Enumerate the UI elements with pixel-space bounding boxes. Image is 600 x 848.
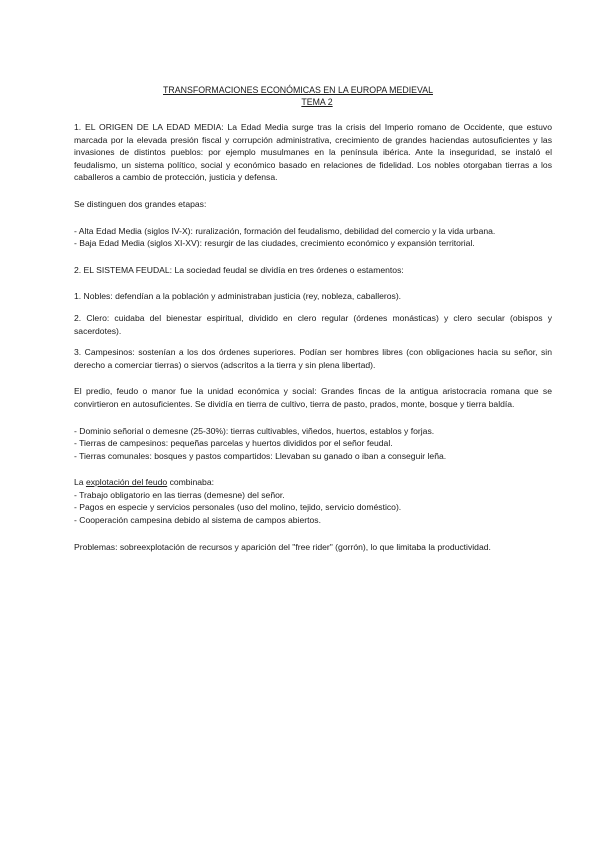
list-item: - Tierras de campesinos: pequeñas parcelas y huertos divididos por el señor feudal. [74,438,393,449]
exploitation-underlined: explotación del feudo [85,477,168,488]
list-item: - Cooperación campesina debido al sistema de campos abiertos. [74,515,321,526]
section-feudal-system: 2. EL SISTEMA FEUDAL: La sociedad feudal se dividía en tres órdenes o estamentos: [74,264,404,275]
list-item: - Trabajo obligatorio en las tierras (demesne) del señor. [74,489,285,500]
exploitation-section [74,476,552,526]
list-item: - Tierras comunales: bosques y pastos compartidos: Llevaban su ganado o iban a conseguir leña. [74,450,447,461]
document-title [44,85,552,97]
exploitation-suffix: combinaba: [167,477,215,488]
title-text: TRANSFORMACIONES ECONÓMICAS EN LA EUROPA MEDIEVAL [163,85,433,95]
order-clergy: 2. Clero: cuidaba del bienestar espiritual, dividido en clero regular (órdenes monásticas) y clero secular (obispos y sacerdotes). [74,312,552,336]
stages-list [74,225,552,250]
stages-intro: Se distinguen dos grandes etapas: [74,198,207,209]
document-subtitle: TEMA 2 [301,96,333,107]
manor-paragraph: El predio, feudo o manor fue la unidad económica y social: Grandes fincas de la antigua aristocracia romana que se convirtieron en autosuficientes. Se dividía en tierra de cultivo, tierra de pasto, prados, monte, bosque y tierra baldía. [74,386,552,409]
list-item: - Pagos en especie y servicios personales (uso del molino, tejido, servicio doméstico). [74,502,402,513]
lands-list [74,425,552,463]
section-origin: 1. EL ORIGEN DE LA EDAD MEDIA: La Edad Media surge tras la crisis del Imperio romano de Occidente, que estuvo marcada por la elevada presión fiscal y corrupción administrativa, crecimiento de grandes haciendas autosuficientes y las invasiones de distintos pueblos: por ejemplo musulmanes en la península ibérica. Ante la inseguridad, se instaló el feudalismo, un sistema político, social y económico basado en relaciones de fidelidad. Los nobles otorgaban tierras a los caballeros a cambio de protección, justicia y defensa. [74,122,552,183]
list-item: - Alta Edad Media (siglos IV-X): ruralización, formación del feudalismo, debilidad del comercio y la vida urbana. [74,225,496,236]
order-peasants: 3. Campesinos: sostenían a los dos órdenes superiores. Podían ser hombres libres (con obligaciones hacia su señor, sin derecho a comerciar tierras) o siervos (adscritos a la tierra y sin plena libertad). [74,347,552,370]
list-item: - Dominio señorial o demesne (25-30%): tierras cultivables, viñedos, huertos, establos y forjas. [74,425,435,436]
exploitation-heading [74,476,552,489]
exploitation-prefix: La [74,477,86,488]
problems-paragraph: Problemas: sobreexplotación de recursos y aparición del "free rider" (gorrón), lo que limitaba la productividad. [74,541,491,552]
list-item: - Baja Edad Media (siglos XI-XV): resurgir de las ciudades, crecimiento económico y expansión territorial. [74,238,475,249]
order-nobles: 1. Nobles: defendían a la población y administraban justicia (rey, nobleza, caballeros). [74,291,402,302]
document-body [74,85,552,553]
